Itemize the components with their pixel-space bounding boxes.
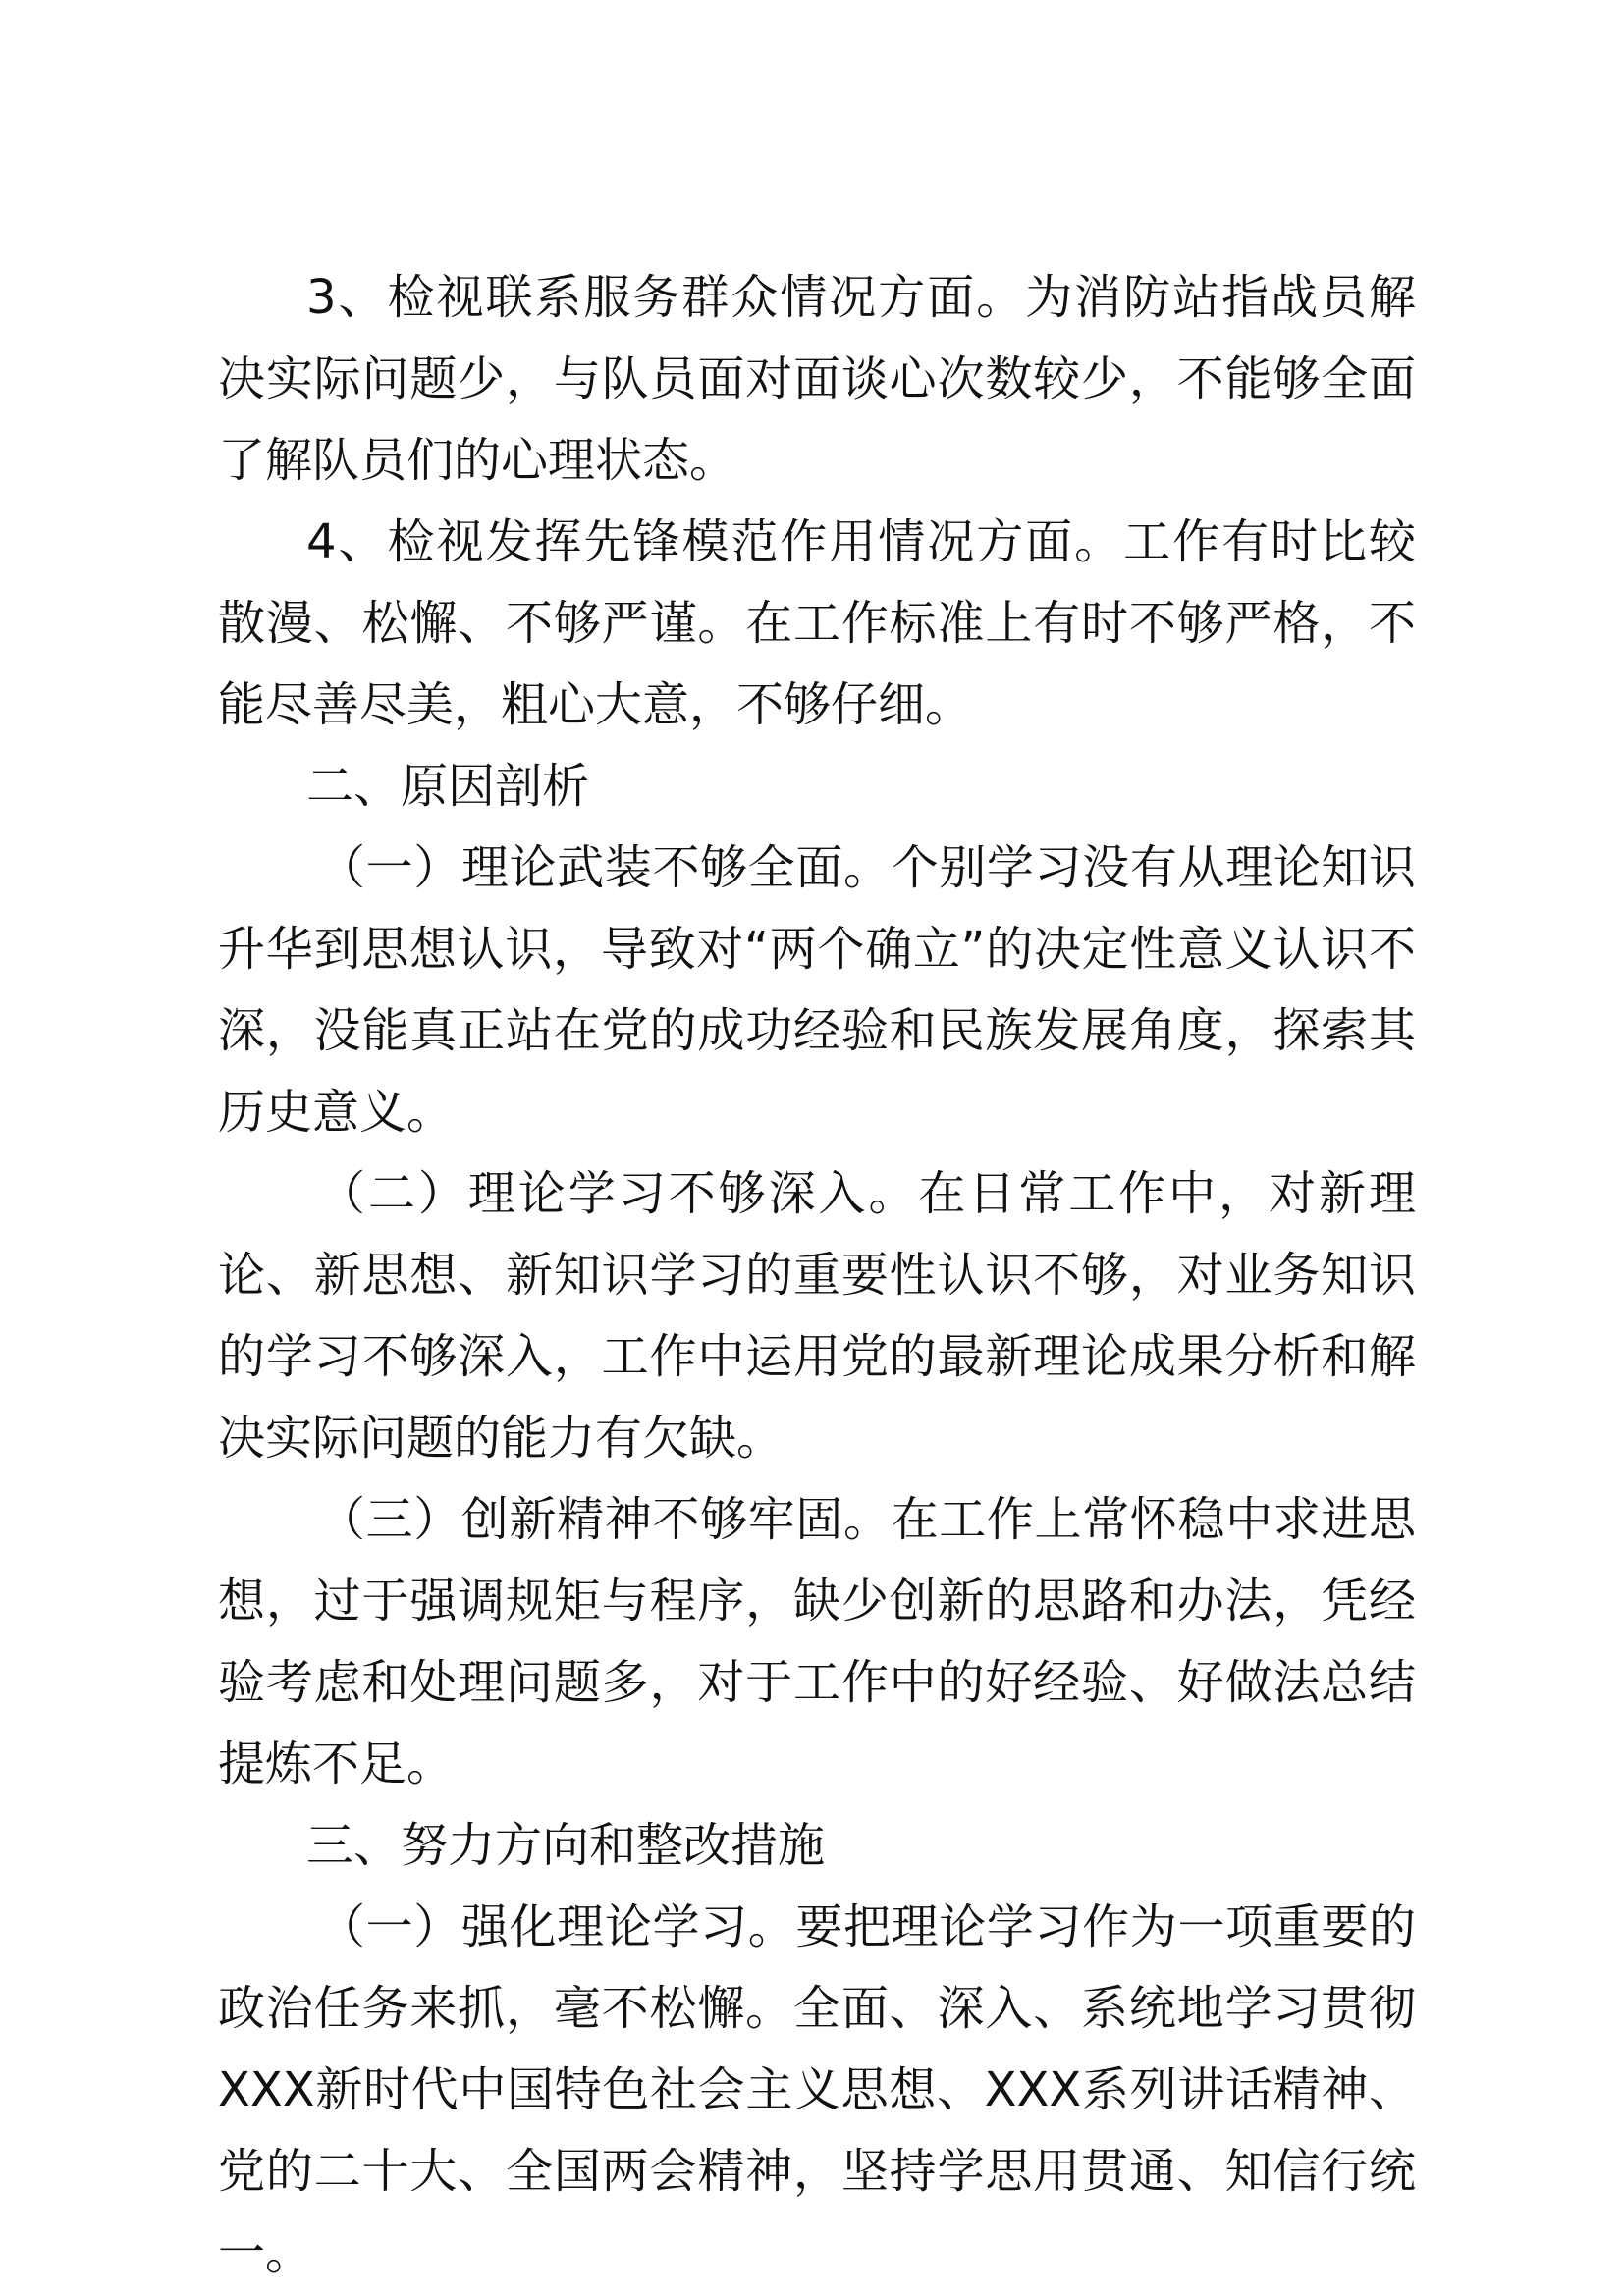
section-heading-cause-analysis: 二、原因剖析 — [306, 759, 590, 814]
paragraph-innovation-spirit: （三）创新精神不够牢固。在工作上常怀稳中求进思想，过于强调规矩与程序，缺少创新的思路和办法，凭经验考虑和处理问题多，对于工作中的好经验、好做法总结提炼不足。 — [218, 1492, 1416, 1791]
paragraph-theory-study: （二）理论学习不够深入。在日常工作中，对新理论、新思想、新知识学习的重要性认识不够，对业务知识的学习不够深入，工作中运用党的最新理论成果分析和解决实际问题的能力有欠缺。 — [218, 1166, 1416, 1466]
section-heading-rectification: 三、努力方向和整改措施 — [306, 1818, 826, 1873]
paragraph-theory-armament: （一）理论武装不够全面。个别学习没有从理论知识升华到思想认识，导致对“两个确立”的决定性意义认识不深，没能真正站在党的成功经验和民族发展角度，探索其历史意义。 — [218, 840, 1416, 1140]
paragraph-vanguard-role: 4、检视发挥先锋模范作用情况方面。工作有时比较散漫、松懈、不够严谨。在工作标准上有时不够严格，不能尽善尽美，粗心大意，不够仔细。 — [218, 514, 1416, 732]
document-body — [218, 257, 1416, 2294]
paragraph-contact-service: 3、检视联系服务群众情况方面。为消防站指战员解决实际问题少，与队员面对面谈心次数较少，不能够全面了解队员们的心理状态。 — [218, 270, 1416, 488]
paragraph-strengthen-study: （一）强化理论学习。要把理论学习作为一项重要的政治任务来抓，毫不松懈。全面、深入、系统地学习贯彻XXX新时代中国特色社会主义思想、XXX系列讲话精神、党的二十大、全国两会精神，坚持学思用贯通、知信行统一。 — [218, 1899, 1416, 2280]
